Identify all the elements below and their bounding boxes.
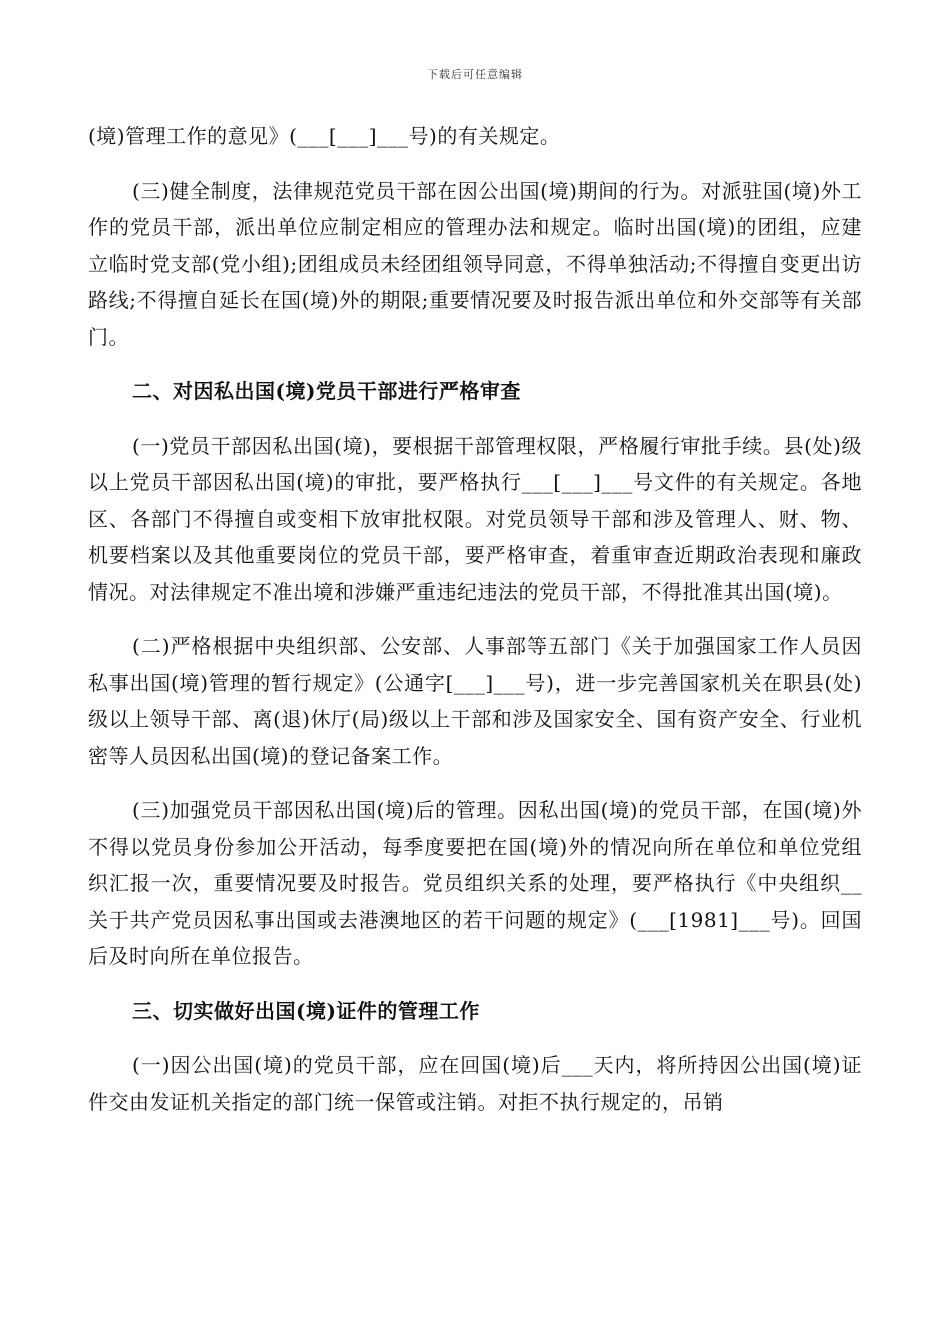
paragraph-1-3: (三)健全制度，法律规范党员干部在因公出国(境)期间的行为。对派驻国(境)外工作的党员干部，派出单位应制定相应的管理办法和规定。临时出国(境)的团组，应建立临时党支部(党小组);团组成员未经团组领导同意，不得单独活动;不得擅自变更出访路线;不得擅自延长在国(境)外的期限;重要情况要及时报告派出单位和外交部等有关部门。 — [88, 178, 862, 349]
paragraph-2-2: (二)严格根据中央组织部、公安部、人事部等五部门《关于加强国家工作人员因私事出国(境)管理的暂行规定》(公通字[___]___号)，进一步完善国家机关在职县(处)级以上领导干部、离(退)休厅(局)级以上干部和涉及国家安全、国有资产安全、行业机密等人员因私出国(境)的登记备案工作。 — [88, 634, 862, 768]
paragraph-continuation: (境)管理工作的意见》(___[___]___号)的有关规定。 — [88, 124, 561, 148]
paragraph-3-1: (一)因公出国(境)的党员干部，应在回国(境)后___天内，将所持因公出国(境)证件交由发证机关指定的部门统一保管或注销。对拒不执行规定的，吊销 — [88, 1053, 862, 1114]
paragraph-2-3: (三)加强党员干部因私出国(境)后的管理。因私出国(境)的党员干部，在国(境)外不得以党员身份参加公开活动，每季度要把在国(境)外的情况向所在单位和单位党组织汇报一次，重要情况要及时报告。党员组织关系的处理，要严格执行《中央组织__关于共产党员因私事出国或去港澳地区的若干问题的规定》(___[1981]___号)。回国后及时向所在单位报告。 — [88, 798, 862, 968]
section-heading-2: 二、对因私出国(境)党员干部进行严格审查 — [132, 379, 521, 403]
paragraph-2-1: (一)党员干部因私出国(境)，要根据干部管理权限，严格履行审批手续。县(处)级以上党员干部因私出国(境)的审批，要严格执行___[___]___号文件的有关规定。各地区、各部门不得擅自或变相下放审批权限。对党员领导干部和涉及管理人、财、物、机要档案以及其他重要岗位的党员干部，要严格审查，着重审查近期政治表现和廉政情况。对法律规定不准出境和涉嫌严重违纪违法的党员干部，不得批准其出国(境)。 — [88, 433, 862, 604]
document-body — [88, 118, 862, 1138]
section-heading-3: 三、切实做好出国(境)证件的管理工作 — [132, 998, 480, 1023]
header-note: 下载后可任意编辑 — [427, 68, 523, 81]
